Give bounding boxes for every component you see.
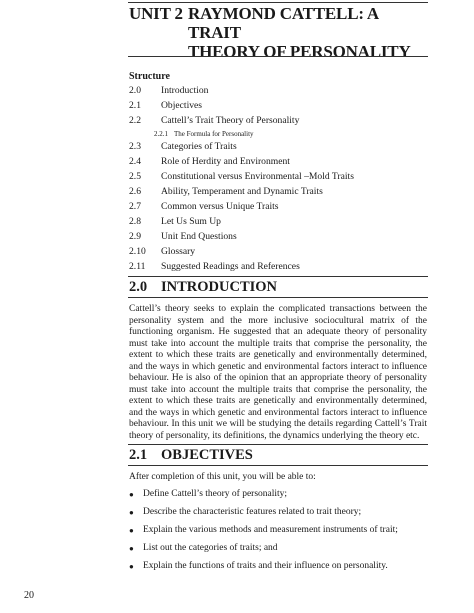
unit-title-line-2: THEORY OF PERSONALITY <box>188 42 411 61</box>
structure-heading: Structure <box>129 71 170 82</box>
toc-item: 2.0 Introduction <box>129 85 209 96</box>
list-item: ● Explain the various methods and measurement instruments of trait; <box>129 525 398 535</box>
toc-subitem: 2.2.1 The Formula for Personality <box>154 130 254 138</box>
objectives-heading: 2.1 OBJECTIVES <box>129 447 253 463</box>
title-bottom-rule <box>128 56 428 57</box>
toc-item: 2.3 Categories of Traits <box>129 141 237 152</box>
toc-item: 2.7 Common versus Unique Traits <box>129 201 279 212</box>
toc-item: 2.2 Cattell’s Trait Theory of Personality <box>129 115 300 126</box>
introduction-paragraph: Cattell’s theory seeks to explain the complicated transactions between the personality system and the more inclusive sociocultural matrix of the functioning organism. He suggested that an adequate theory of personality must take into account the multiple traits that comprise the personality, the extent to which these traits are genetically and environmentally determined, and the ways in which genetic and environmental factors interact to influence behaviour. He is also of the opinion that an appropriate theory of personality must take into account the multiple traits that comprise the personality, the extent to which these traits are genetically and environmentally determined, and the ways in which genetic and environmental factors interact to influence behaviour. In this unit we will be studying the details regarding Cattell’s Trait theory of personality, its definitions, the dynamics underlying the theory etc. <box>129 304 427 441</box>
bullet-icon: ● <box>129 544 134 553</box>
list-item: ● Explain the functions of traits and their influence on personality. <box>129 561 388 571</box>
toc-item: 2.1 Objectives <box>129 100 203 111</box>
toc-item: 2.8 Let Us Sum Up <box>129 216 221 227</box>
section-rule <box>128 444 428 445</box>
toc-item: 2.6 Ability, Temperament and Dynamic Traits <box>129 186 323 197</box>
section-rule <box>128 276 428 277</box>
bullet-icon: ● <box>129 490 134 499</box>
toc-item: 2.4 Role of Herdity and Environment <box>129 156 290 167</box>
unit-number: UNIT 2 <box>129 4 183 23</box>
unit-title-line-1: RAYMOND CATTELL: A TRAIT <box>188 4 379 42</box>
list-item: ● Describe the characteristic features related to trait theory; <box>129 507 362 517</box>
bullet-icon: ● <box>129 562 134 571</box>
bullet-icon: ● <box>129 508 134 517</box>
toc-item: 2.10 Glossary <box>129 246 196 257</box>
objectives-intro: After completion of this unit, you will be able to: <box>129 472 316 482</box>
list-item: ● List out the categories of traits; and <box>129 543 278 553</box>
bullet-icon: ● <box>129 526 134 535</box>
title-top-rule <box>128 2 428 3</box>
toc-item: 2.5 Constitutional versus Environmental –Mold Traits <box>129 171 354 182</box>
section-rule <box>128 465 428 466</box>
toc-item: 2.11 Suggested Readings and References <box>129 261 300 272</box>
section-rule <box>128 297 428 298</box>
list-item: ● Define Cattell’s theory of personality; <box>129 489 288 499</box>
introduction-heading: 2.0 INTRODUCTION <box>129 279 278 295</box>
unit-title <box>129 4 429 61</box>
toc-item: 2.9 Unit End Questions <box>129 231 237 242</box>
page-number: 20 <box>24 590 34 601</box>
